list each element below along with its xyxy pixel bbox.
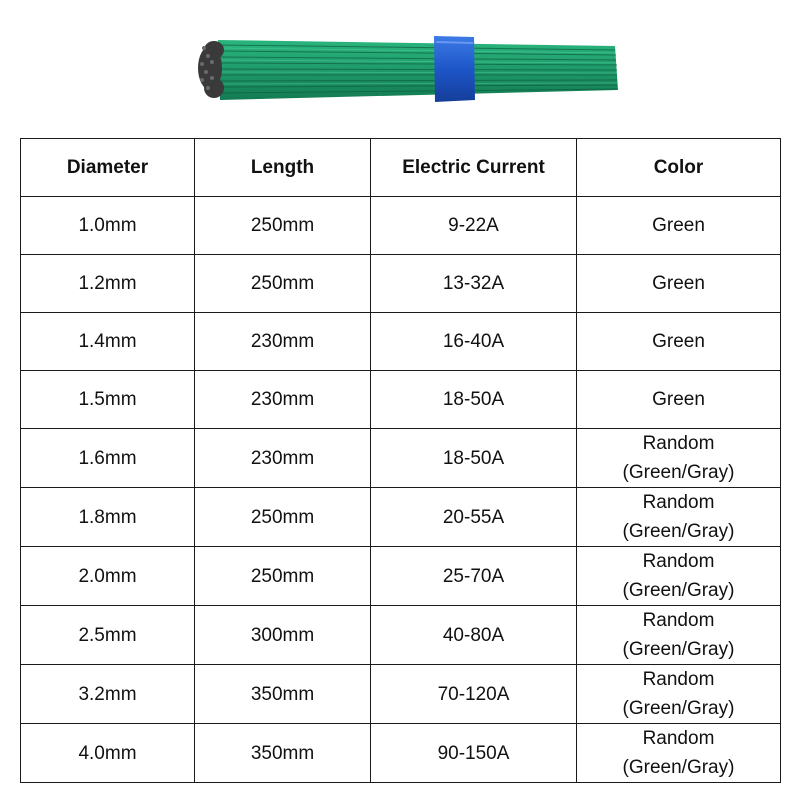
table-header-row bbox=[21, 139, 781, 197]
color-line-2: (Green/Gray) bbox=[622, 757, 735, 778]
cell-length: 350mm bbox=[195, 724, 371, 783]
cell-color bbox=[577, 724, 781, 783]
color-line-1: Random bbox=[642, 728, 715, 749]
cell-current: 40-80A bbox=[371, 606, 577, 665]
cell-length: 350mm bbox=[195, 665, 371, 724]
rod-tips bbox=[198, 41, 224, 98]
cell-length: 250mm bbox=[195, 488, 371, 547]
cell-diameter: 1.0mm bbox=[21, 197, 195, 255]
cell-length: 250mm bbox=[195, 255, 371, 313]
color-line-1: Random bbox=[642, 669, 715, 690]
table-row bbox=[21, 606, 781, 665]
cell-diameter: 2.0mm bbox=[21, 547, 195, 606]
cell-diameter: 1.6mm bbox=[21, 429, 195, 488]
cell-color bbox=[577, 547, 781, 606]
cell-color bbox=[577, 606, 781, 665]
cell-color bbox=[577, 429, 781, 488]
color-line-2: (Green/Gray) bbox=[622, 462, 735, 483]
header-color: Color bbox=[577, 139, 781, 197]
cell-current: 20-55A bbox=[371, 488, 577, 547]
cell-current: 18-50A bbox=[371, 429, 577, 488]
color-line-2: (Green/Gray) bbox=[622, 698, 735, 719]
cell-color bbox=[577, 488, 781, 547]
cell-current: 90-150A bbox=[371, 724, 577, 783]
table-row bbox=[21, 724, 781, 783]
table-row bbox=[21, 488, 781, 547]
table-row bbox=[21, 665, 781, 724]
cell-color bbox=[577, 255, 781, 313]
header-electric-current: Electric Current bbox=[371, 139, 577, 197]
table-row bbox=[21, 547, 781, 606]
spec-table bbox=[20, 138, 781, 783]
cell-current: 9-22A bbox=[371, 197, 577, 255]
cell-current: 18-50A bbox=[371, 371, 577, 429]
cell-current: 70-120A bbox=[371, 665, 577, 724]
header-length: Length bbox=[195, 139, 371, 197]
table-row bbox=[21, 371, 781, 429]
blue-band bbox=[434, 36, 475, 102]
cell-color bbox=[577, 371, 781, 429]
color-line-1: Random bbox=[642, 492, 715, 513]
cell-length: 300mm bbox=[195, 606, 371, 665]
cell-length: 230mm bbox=[195, 313, 371, 371]
welding-rod-bundle-icon bbox=[190, 28, 620, 108]
color-line-1: Green bbox=[652, 215, 705, 236]
table-row bbox=[21, 429, 781, 488]
cell-current: 16-40A bbox=[371, 313, 577, 371]
cell-current: 13-32A bbox=[371, 255, 577, 313]
color-line-1: Random bbox=[642, 610, 715, 631]
cell-color bbox=[577, 197, 781, 255]
color-line-1: Random bbox=[642, 433, 715, 454]
cell-color bbox=[577, 313, 781, 371]
color-line-1: Green bbox=[652, 273, 705, 294]
color-line-2: (Green/Gray) bbox=[622, 521, 735, 542]
color-line-1: Green bbox=[652, 331, 705, 352]
table-row bbox=[21, 197, 781, 255]
header-diameter: Diameter bbox=[21, 139, 195, 197]
cell-color bbox=[577, 665, 781, 724]
color-line-2: (Green/Gray) bbox=[622, 580, 735, 601]
table-row bbox=[21, 313, 781, 371]
cell-diameter: 3.2mm bbox=[21, 665, 195, 724]
cell-length: 250mm bbox=[195, 547, 371, 606]
cell-diameter: 1.8mm bbox=[21, 488, 195, 547]
color-line-1: Green bbox=[652, 389, 705, 410]
cell-length: 230mm bbox=[195, 371, 371, 429]
color-line-1: Random bbox=[642, 551, 715, 572]
cell-diameter: 1.2mm bbox=[21, 255, 195, 313]
cell-diameter: 1.4mm bbox=[21, 313, 195, 371]
cell-length: 250mm bbox=[195, 197, 371, 255]
table-row bbox=[21, 255, 781, 313]
color-line-2: (Green/Gray) bbox=[622, 639, 735, 660]
cell-length: 230mm bbox=[195, 429, 371, 488]
cell-diameter: 1.5mm bbox=[21, 371, 195, 429]
cell-diameter: 2.5mm bbox=[21, 606, 195, 665]
cell-current: 25-70A bbox=[371, 547, 577, 606]
cell-diameter: 4.0mm bbox=[21, 724, 195, 783]
